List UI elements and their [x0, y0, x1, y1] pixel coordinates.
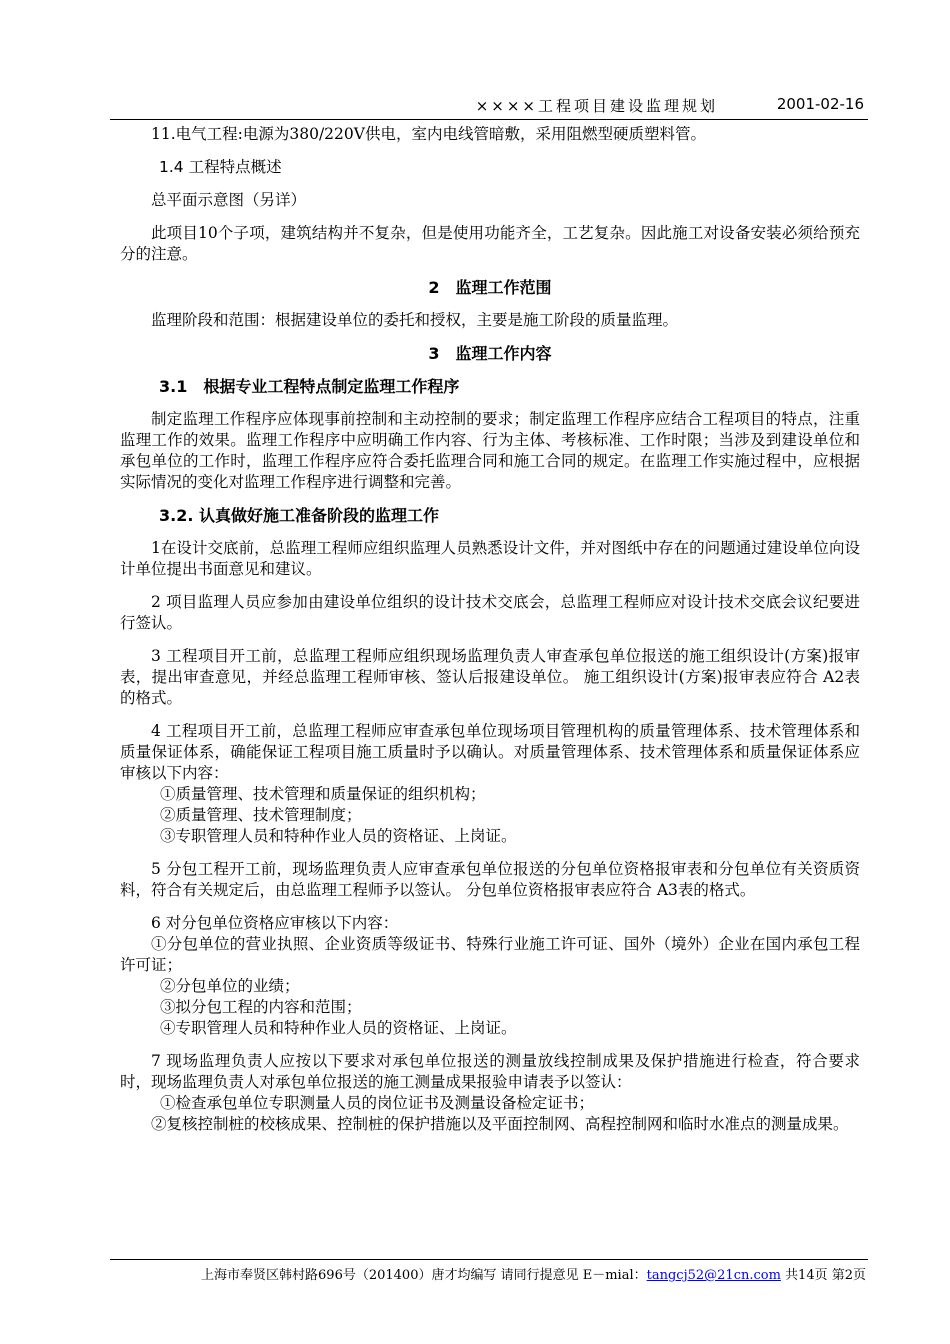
- section-heading: 2 监理工作范围: [428, 278, 552, 297]
- section-heading: 1.4 工程特点概述: [159, 158, 282, 176]
- footer-text: [201, 1264, 866, 1283]
- footer-address: 上海市奉贤区韩村路696号（201400）唐才均编写 请同行提意见 E－mial：: [201, 1268, 647, 1283]
- list-item: ③拟分包工程的内容和范围；: [160, 998, 362, 1016]
- section-heading: 3 监理工作内容: [428, 344, 552, 363]
- list-item: ①检查承包单位专职测量人员的岗位证书及测量设备检定证书；: [160, 1094, 595, 1112]
- paragraph: 11.电气工程:电源为380/220V供电，室内电线管暗敷，采用阻燃型硬质塑料管。: [151, 125, 706, 143]
- list-item: ②质量管理、技术管理制度；: [160, 806, 362, 824]
- list-item: ③专职管理人员和特种作业人员的资格证、上岗证。: [160, 827, 517, 845]
- list-item: ②复核控制桩的校核成果、控制桩的保护措施以及平面控制网、高程控制网和临时水准点的测量成果。: [151, 1115, 849, 1133]
- list-item: ②分包单位的业绩；: [160, 977, 300, 995]
- list-item: ①质量管理、技术管理和质量保证的组织机构；: [160, 785, 486, 803]
- paragraph: 3 工程项目开工前，总监理工程师应组织现场监理负责人审查承包单位报送的施工组织设计(方案)报审表，提出审查意见，并经总监理工程师审核、签认后报建设单位。 施工组织设计(方案)报审表应符合 A2表的格式。: [120, 647, 860, 707]
- paragraph: 7 现场监理负责人应按以下要求对承包单位报送的测量放线控制成果及保护措施进行检查，符合要求时，现场监理负责人对承包单位报送的施工测量成果报验申请表予以签认：: [120, 1052, 860, 1091]
- paragraph: 监理阶段和范围：根据建设单位的委托和授权，主要是施工阶段的质量监理。: [151, 311, 679, 329]
- paragraph: 4 工程项目开工前，总监理工程师应审查承包单位现场项目管理机构的质量管理体系、技术管理体系和质量保证体系，确能保证工程项目施工质量时予以确认。对质量管理体系、技术管理体系和质量保证体系应审核以下内容：: [120, 722, 860, 782]
- section-heading: 3.1 根据专业工程特点制定监理工作程序: [159, 377, 460, 396]
- document-title: ××××工程项目建设监理规划: [475, 97, 718, 115]
- page-header: [110, 93, 868, 120]
- paragraph: 1在设计交底前，总监理工程师应组织监理人员熟悉设计文件，并对图纸中存在的问题通过建设单位向设计单位提出书面意见和建议。: [120, 539, 860, 578]
- section-heading: 3.2. 认真做好施工准备阶段的监理工作: [159, 506, 439, 525]
- paragraph: 2 项目监理人员应参加由建设单位组织的设计技术交底会，总监理工程师应对设计技术交底会议纪要进行签认。: [120, 593, 860, 632]
- list-item: ①分包单位的营业执照、企业资质等级证书、特殊行业施工许可证、国外（境外）企业在国内承包工程许可证；: [120, 935, 860, 974]
- email-link[interactable]: tangcj52@21cn.com: [646, 1268, 781, 1283]
- page-count: 共14页 第2页: [780, 1268, 866, 1283]
- paragraph: 6 对分包单位资格应审核以下内容：: [151, 914, 399, 932]
- paragraph: 总平面示意图（另详）: [151, 191, 307, 209]
- document-date: 2001-02-16: [776, 95, 864, 113]
- page-footer: [110, 1259, 868, 1283]
- paragraph: 5 分包工程开工前，现场监理负责人应审查承包单位报送的分包单位资格报审表和分包单位有关资质资料，符合有关规定后，由总监理工程师予以签认。 分包单位资格报审表应符合 A3表的格式。: [120, 860, 860, 899]
- document-body: [120, 124, 860, 1135]
- paragraph: 此项目10个子项，建筑结构并不复杂，但是使用功能齐全，工艺复杂。因此施工对设备安装必须给预充分的注意。: [120, 224, 860, 263]
- paragraph: 制定监理工作程序应体现事前控制和主动控制的要求；制定监理工作程序应结合工程项目的特点，注重监理工作的效果。监理工作程序中应明确工作内容、行为主体、考核标准、工作时限；当涉及到建设单位和承包单位的工作时，监理工作程序应符合委托监理合同和施工合同的规定。在监理工作实施过程中，应根据实际情况的变化对监理工作程序进行调整和完善。: [120, 410, 860, 491]
- list-item: ④专职管理人员和特种作业人员的资格证、上岗证。: [160, 1019, 517, 1037]
